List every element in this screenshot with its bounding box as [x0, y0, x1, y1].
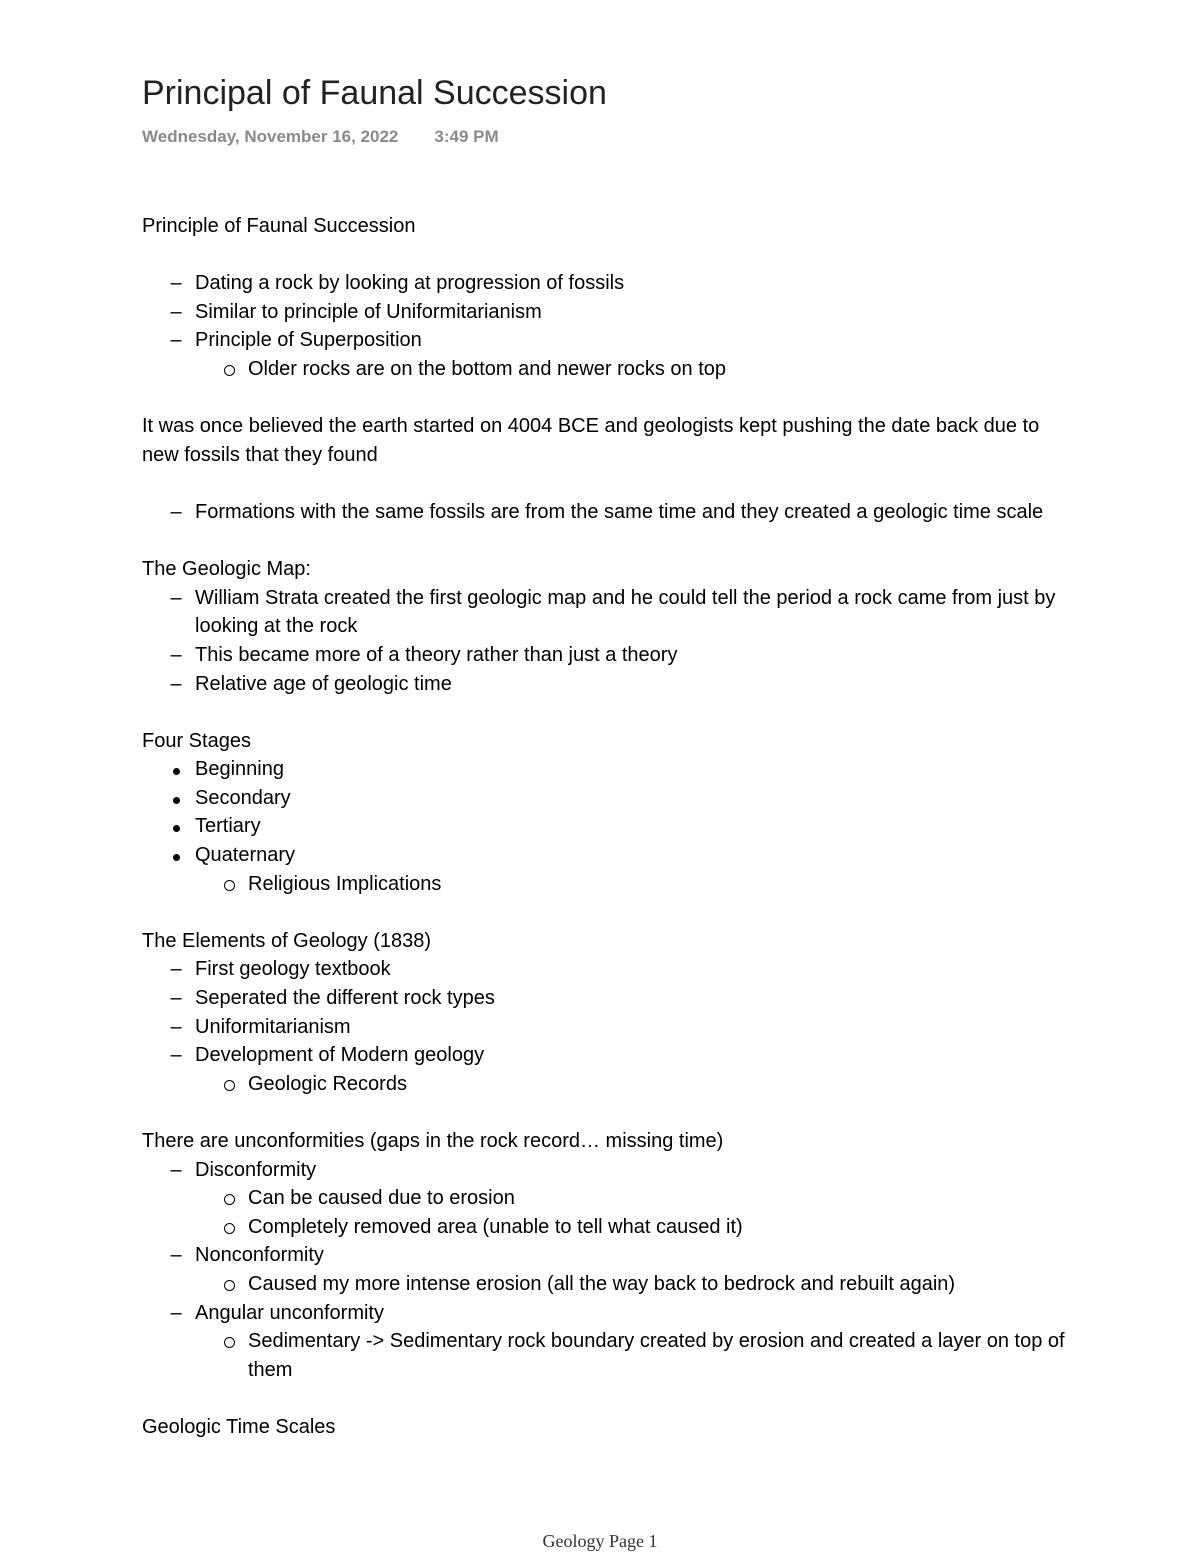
list-item: [142, 1041, 1072, 1070]
list-item-text: Similar to principle of Uniformitarianism: [195, 300, 542, 323]
list-item: [142, 1327, 1072, 1384]
list-item-text: Nonconformity: [195, 1244, 324, 1267]
list-item-text: Angular unconformity: [195, 1301, 384, 1324]
page-meta: [142, 127, 499, 147]
page-date: Wednesday, November 16, 2022: [142, 127, 399, 146]
list-item-text: Relative age of geologic time: [195, 672, 452, 695]
filled-disc-bullet-icon: [166, 812, 186, 841]
list-item-text: Quaternary: [195, 844, 296, 867]
dash-bullet-icon: –: [170, 272, 182, 295]
list-item: [142, 1299, 1072, 1328]
dash-bullet-icon: –: [170, 958, 182, 981]
blank-line: [142, 384, 1072, 413]
page-time: 3:49 PM: [434, 127, 499, 146]
paragraph: Four Stages: [142, 729, 251, 752]
list-item: [142, 1213, 1072, 1242]
dash-bullet-icon: –: [170, 1158, 182, 1181]
hollow-circle-bullet-icon: [219, 1070, 239, 1100]
list-item-text: This became more of a theory rather than just a theory: [195, 643, 678, 666]
list-item: [142, 498, 1072, 527]
list-item: [142, 298, 1072, 327]
list-item-text: Completely removed area (unable to tell what caused it): [248, 1215, 743, 1238]
list-item-text: First geology textbook: [195, 958, 391, 981]
list-item: [142, 984, 1072, 1013]
dash-bullet-icon: –: [170, 643, 182, 666]
list-item: [142, 1184, 1072, 1213]
filled-disc-bullet-icon: [166, 841, 186, 870]
list-item-text: Formations with the same fossils are from the same time and they created a geologic time scale: [195, 500, 1044, 523]
list-item-text: Can be caused due to erosion: [248, 1187, 515, 1210]
dash-bullet-icon: –: [170, 1015, 182, 1038]
list-item: [142, 1013, 1072, 1042]
filled-disc-bullet-icon: [166, 784, 186, 813]
dash-bullet-icon: –: [170, 1244, 182, 1267]
list-item-text: Secondary: [195, 786, 291, 809]
list-item-text: Dating a rock by looking at progression of fossils: [195, 272, 625, 295]
hollow-circle-bullet-icon: [219, 355, 239, 385]
hollow-circle-bullet-icon: [219, 1327, 239, 1357]
blank-line: [142, 527, 1072, 556]
paragraph: The Elements of Geology (1838): [142, 929, 432, 952]
list-item: [142, 269, 1072, 298]
page-title: Principal of Faunal Succession: [142, 74, 607, 112]
hollow-circle-bullet-icon: [219, 1213, 239, 1243]
list-item-text: William Strata created the first geologic map and he could tell the period a rock came from just by looking at the rock: [195, 586, 1056, 638]
list-item-text: Disconformity: [195, 1158, 317, 1181]
list-item-text: Uniformitarianism: [195, 1015, 351, 1038]
paragraph: There are unconformities (gaps in the rock record… missing time): [142, 1130, 724, 1152]
hollow-circle-bullet-icon: [219, 870, 239, 900]
filled-disc-bullet-icon: [166, 755, 186, 784]
list-item: [142, 870, 1072, 899]
hollow-circle-bullet-icon: [219, 1270, 239, 1300]
dash-bullet-icon: –: [170, 300, 182, 323]
list-item: [142, 1241, 1072, 1270]
list-item-text: Older rocks are on the bottom and newer rocks on top: [248, 357, 727, 380]
list-item-text: Seperated the different rock types: [195, 987, 495, 1010]
list-item-text: Tertiary: [195, 815, 261, 838]
list-item-text: Principle of Superposition: [195, 329, 422, 352]
list-item: [142, 841, 1072, 870]
list-item-text: Beginning: [195, 758, 284, 781]
list-item: [142, 326, 1072, 355]
blank-line: [142, 898, 1072, 927]
paragraph: Principle of Faunal Succession: [142, 215, 416, 237]
blank-line: [142, 469, 1072, 498]
dash-bullet-icon: –: [170, 500, 182, 523]
list-item: [142, 1070, 1072, 1099]
paragraph: Geologic Time Scales: [142, 1415, 336, 1438]
list-item: [142, 584, 1072, 641]
dash-bullet-icon: –: [170, 329, 182, 352]
list-item-text: Geologic Records: [248, 1072, 407, 1095]
list-item: [142, 641, 1072, 670]
hollow-circle-bullet-icon: [219, 1184, 239, 1214]
list-item: [142, 1156, 1072, 1185]
list-item-text: Religious Implications: [248, 872, 442, 895]
list-item-text: Caused my more intense erosion (all the way back to bedrock and rebuilt again): [248, 1272, 956, 1295]
dash-bullet-icon: –: [170, 987, 182, 1010]
note-body: [142, 212, 1072, 1442]
list-item: [142, 784, 1072, 813]
dash-bullet-icon: –: [170, 1044, 182, 1067]
blank-line: [142, 1384, 1072, 1413]
blank-line: [142, 241, 1072, 270]
blank-line: [142, 1098, 1072, 1127]
list-item: [142, 812, 1072, 841]
dash-bullet-icon: –: [170, 1301, 182, 1324]
list-item-text: Sedimentary -> Sedimentary rock boundary created by erosion and created a layer on top of them: [248, 1330, 1065, 1381]
list-item: [142, 755, 1072, 784]
list-item: [142, 355, 1072, 384]
list-item: [142, 955, 1072, 984]
dash-bullet-icon: –: [170, 586, 182, 609]
paragraph: It was once believed the earth started on 4004 BCE and geologists kept pushing the date back due to new fossils that they found: [142, 415, 1040, 466]
paragraph: The Geologic Map:: [142, 558, 311, 581]
list-item-text: Development of Modern geology: [195, 1044, 485, 1067]
list-item: [142, 1270, 1072, 1299]
list-item: [142, 670, 1072, 699]
page-footer: Geology Page 1: [542, 1531, 658, 1551]
dash-bullet-icon: –: [170, 672, 182, 695]
blank-line: [142, 698, 1072, 727]
